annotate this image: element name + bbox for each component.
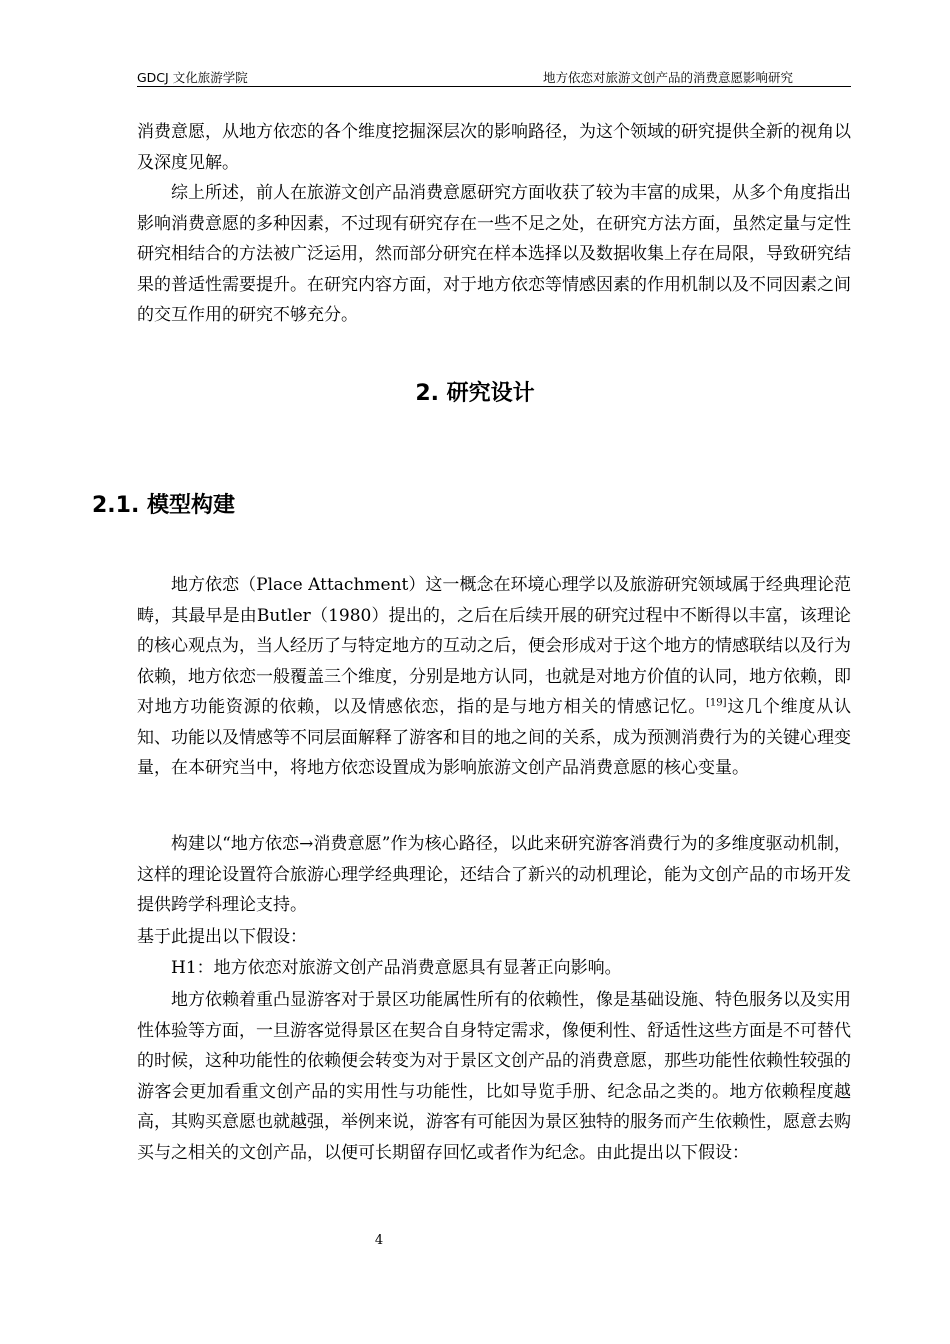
citation-marker: [19] (706, 697, 727, 709)
subsection-title: 2.1. 模型构建 (92, 493, 235, 518)
section-title: 2. 研究设计 (415, 381, 535, 406)
paragraph-3-part-b: 这几个维度从认知、功能以及情感等不同层面解释了游客和目的地之间的关系，成为预测消费行为的关键心理变量，在本研究当中，将地方依恋设置成为影响旅游文创产品消费意愿的核心变量。 (137, 697, 851, 778)
paragraph-5: 基于此提出以下假设： (137, 927, 307, 947)
page-number: 4 (374, 1233, 384, 1248)
header-left-text: GDCJ 文化旅游学院 (137, 70, 248, 85)
paragraph-1: 消费意愿，从地方依恋的各个维度挖掘深层次的影响路径，为这个领域的研究提供全新的视角以及深度见解。 (137, 122, 851, 173)
paragraph-3 (137, 570, 851, 784)
page-header (137, 62, 851, 87)
header-right-text: 地方依恋对旅游文创产品的消费意愿影响研究 (542, 70, 793, 85)
paragraph-7: 地方依赖着重凸显游客对于景区功能属性所有的依赖性，像是基础设施、特色服务以及实用性体验等方面，一旦游客觉得景区在契合自身特定需求，像便利性、舒适性这些方面是不可替代的时候，这种功能性的依赖便会转变为对于景区文创产品的消费意愿，那些功能性依赖性较强的游客会更加看重文创产品的实用性与功能性，比如导览手册、纪念品之类的。地方依赖程度越高，其购买意愿也就越强，举例来说，游客有可能因为景区独特的服务而产生依赖性，愿意去购买与之相关的文创产品，以便可长期留存回忆或者作为纪念。由此提出以下假设： (137, 990, 851, 1163)
paragraph-3-part-a: 地方依恋（Place Attachment）这一概念在环境心理学以及旅游研究领域属于经典理论范畴，其最早是由Butler（1980）提出的，之后在后续开展的研究过程中不断得以丰富，该理论的核心观点为，当人经历了与特定地方的互动之后，便会形成对于这个地方的情感联结以及行为依赖，地方依恋一般覆盖三个维度，分别是地方认同，也就是对地方价值的认同，地方依赖，即对地方功能资源的依赖，以及情感依恋，指的是与地方相关的情感记忆。 (137, 575, 851, 717)
paragraph-2: 综上所述，前人在旅游文创产品消费意愿研究方面收获了较为丰富的成果，从多个角度指出影响消费意愿的多种因素，不过现有研究存在一些不足之处，在研究方法方面，虽然定量与定性研究相结合的方法被广泛运用，然而部分研究在样本选择以及数据收集上存在局限，导致研究结果的普适性需要提升。在研究内容方面，对于地方依恋等情感因素的作用机制以及不同因素之间的交互作用的研究不够充分。 (137, 183, 851, 325)
hypothesis-h1: H1：地方依恋对旅游文创产品消费意愿具有显著正向影响。 (171, 958, 622, 978)
paragraph-4: 构建以“地方依恋→消费意愿”作为核心路径，以此来研究游客消费行为的多维度驱动机制，这样的理论设置符合旅游心理学经典理论，还结合了新兴的动机理论，能为文创产品的市场开发提供跨学科理论支持。 (137, 834, 851, 915)
